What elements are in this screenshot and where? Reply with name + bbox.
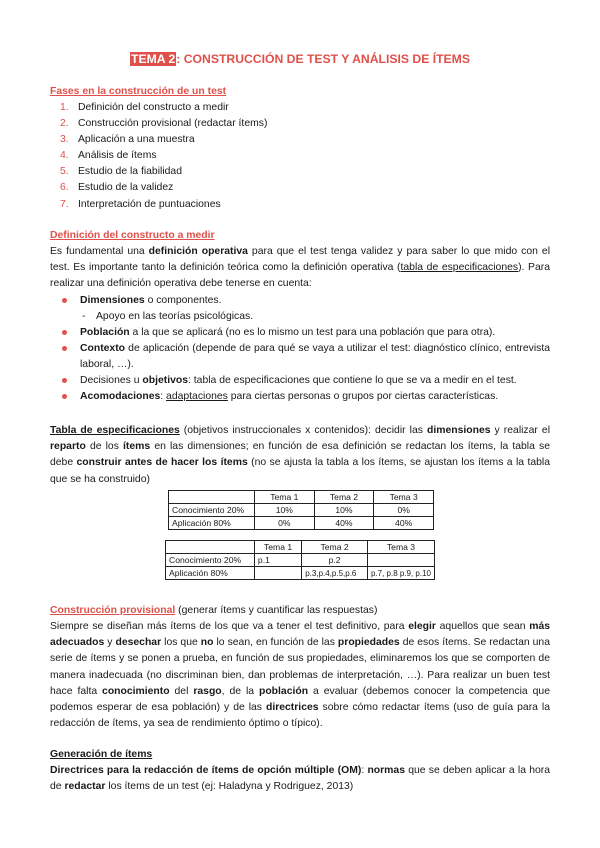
list-item xyxy=(60,389,550,405)
bold-run: más adecuados xyxy=(50,621,551,649)
list-number: 5. xyxy=(60,166,69,178)
bold-run: dimensiones xyxy=(426,425,491,436)
text-run: : xyxy=(160,391,167,403)
bullet-icon xyxy=(62,346,67,351)
list-text: Estudio de la fiabilidad xyxy=(78,166,182,178)
table-cell: Conocimiento 20% xyxy=(166,554,255,567)
definicion-bullets-cont xyxy=(60,325,550,405)
title-tag: TEMA 2 xyxy=(131,52,176,66)
bold-run: reparto xyxy=(50,441,86,453)
table-cell xyxy=(166,541,255,554)
title-text: : CONSTRUCCIÓN DE TEST Y ANÁLISIS DE ÍTEMS xyxy=(176,52,470,66)
list-item xyxy=(60,164,550,180)
text-run: (generar ítems y cuantificar las respuestas) xyxy=(175,605,378,616)
table-cell: Conocimiento 20% xyxy=(169,504,255,517)
table-cell: 10% xyxy=(314,504,374,517)
text-run: (objetivos instruccionales x contenidos): decidir las xyxy=(179,425,427,436)
bullet-icon xyxy=(62,330,67,335)
table-cell: Tema 2 xyxy=(302,541,368,554)
text-run: de los xyxy=(85,441,124,453)
bold-run: Dimensiones xyxy=(80,294,145,306)
table-cell: 40% xyxy=(374,517,434,530)
bold-run: Acomodaciones xyxy=(80,391,161,403)
construccion-heading-line xyxy=(50,603,550,619)
list-item xyxy=(60,197,550,213)
text-run: del xyxy=(169,685,194,697)
text-run: : xyxy=(361,765,368,776)
bold-run: directrices xyxy=(265,702,319,714)
definicion-bullets xyxy=(60,293,550,309)
bullet-icon xyxy=(62,394,67,399)
bold-run: construir antes de hacer los ítems xyxy=(76,457,248,469)
text-run: o componentes. xyxy=(144,294,222,306)
fases-section xyxy=(50,84,550,213)
bullet-icon xyxy=(62,378,67,383)
list-item xyxy=(60,100,550,116)
table-row xyxy=(169,504,434,517)
table-cell: Tema 3 xyxy=(374,491,434,504)
underline-run: adaptaciones xyxy=(166,391,228,403)
definicion-section xyxy=(50,228,550,405)
table-cell: 40% xyxy=(314,517,374,530)
text-run: a evaluar (debemos conocer la competencia que podemos esperar de esa población) y de las xyxy=(50,685,550,714)
table-cell: Aplicación 80% xyxy=(166,567,255,580)
list-number: 6. xyxy=(60,182,69,194)
bold-run: conocimiento xyxy=(102,685,170,697)
list-item xyxy=(60,325,550,341)
table-row xyxy=(166,567,435,580)
table-row xyxy=(169,517,434,530)
table-cell: 0% xyxy=(255,517,315,530)
table-row xyxy=(166,554,435,567)
construccion-section xyxy=(50,603,550,732)
tabla-paragraph xyxy=(50,423,550,488)
text-run: aquellos que sean xyxy=(435,621,530,632)
list-number: 1. xyxy=(60,102,69,113)
bold-run: elegir xyxy=(408,621,436,632)
text-run: : tabla de especificaciones que contiene lo que se va a medir en el test. xyxy=(188,374,517,386)
table-cell: Tema 2 xyxy=(314,491,374,504)
list-text: Construcción provisional (redactar ítems) xyxy=(78,118,268,130)
table-cell: p.2 xyxy=(302,554,368,567)
list-item xyxy=(60,293,550,309)
fases-heading: Fases en la construcción de un test xyxy=(50,86,227,97)
text-run: lo sean, en función de las xyxy=(213,637,338,649)
text-run: Apoyo en las teorías psicológicas. xyxy=(96,310,254,322)
generacion-paragraph xyxy=(50,763,550,795)
table-cell xyxy=(169,491,255,504)
text-run: Es fundamental una xyxy=(50,246,149,257)
generacion-heading: Generación de ítems xyxy=(50,749,153,760)
bullet-icon xyxy=(62,298,67,303)
bold-run: desechar xyxy=(115,637,162,649)
text-run: de esos ítems. Se redactan una serie de ítems y se ponen a prueba, en función de sus propiedades, eliminaremos los que se comporten de manera inadecuada (no discriminan bien, dan problemas de interpretación, …). Para realizar un buen test hace falta xyxy=(50,637,550,697)
bold-run: normas xyxy=(367,765,405,776)
specs-table-items xyxy=(165,540,435,580)
underline-run: tabla de especificaciones xyxy=(400,262,519,274)
bold-run: población xyxy=(258,685,309,697)
construccion-heading: Construcción provisional xyxy=(50,605,176,616)
definicion-heading: Definición del constructo a medir xyxy=(50,230,215,241)
table-cell: p.1 xyxy=(254,554,301,567)
text-run: , de la xyxy=(221,685,259,697)
list-text: Definición del constructo a medir xyxy=(78,102,229,113)
list-item xyxy=(60,341,550,373)
text-run: ). Para realizar una definición operativa debe tenerse en cuenta: xyxy=(50,262,550,290)
page-title xyxy=(50,51,550,67)
text-run: y realizar el xyxy=(490,425,551,436)
table-header-row xyxy=(169,491,434,504)
text-run: en las dimensiones; en función de esa definición se redactan los ítems, la tabla se debe xyxy=(50,441,550,469)
table-cell: p.7, p.8 p.9, p.10 xyxy=(367,567,434,580)
construccion-paragraph xyxy=(50,619,550,732)
dash-marker: - xyxy=(82,310,86,322)
sub-item xyxy=(50,309,550,325)
bold-run: Contexto xyxy=(80,342,126,354)
list-number: 7. xyxy=(60,198,69,210)
text-run: a la que se aplicará (no es lo mismo un test para una población que para otra). xyxy=(129,326,496,338)
table-cell: p.3,p.4,p.5,p.6 xyxy=(302,567,368,580)
list-text: Aplicación a una muestra xyxy=(78,134,195,146)
bold-run: Población xyxy=(80,326,130,338)
text-run: para ciertas personas o grupos por ciertas características. xyxy=(227,391,499,403)
bold-run: objetivos xyxy=(142,374,188,386)
definicion-paragraph xyxy=(50,244,550,293)
table-cell: Tema 3 xyxy=(367,541,434,554)
table-cell: Tema 1 xyxy=(254,541,301,554)
table-cell: Tema 1 xyxy=(255,491,315,504)
bold-run: definición operativa xyxy=(148,246,248,257)
fases-list xyxy=(60,100,550,213)
table-header-row xyxy=(166,541,435,554)
bold-run: no xyxy=(200,637,214,649)
list-number: 4. xyxy=(60,150,69,162)
text-run: los que xyxy=(161,637,201,649)
generacion-section xyxy=(50,747,550,795)
text-run: (no se ajusta la tabla a los ítems, se ajustan los ítems a la tabla que se ha construido) xyxy=(50,457,551,485)
list-number: 3. xyxy=(60,134,69,146)
list-item xyxy=(60,132,550,148)
table-cell xyxy=(254,567,301,580)
text-run: de aplicación (depende de para qué se vaya a utilizar el test: diagnóstico clínico, entrevista laboral, …). xyxy=(80,342,550,370)
table-cell: 0% xyxy=(374,504,434,517)
list-item xyxy=(60,148,550,164)
bold-run: Directrices para la redacción de ítems de opción múltiple (OM) xyxy=(50,765,362,776)
bold-run: ítems xyxy=(123,441,151,453)
list-text: Interpretación de puntuaciones xyxy=(78,198,221,210)
bold-run: propiedades xyxy=(337,637,400,649)
list-item xyxy=(60,116,550,132)
text-run: Decisiones u xyxy=(80,374,143,386)
list-item xyxy=(60,180,550,196)
list-text: Estudio de la validez xyxy=(78,182,174,194)
list-number: 2. xyxy=(60,118,69,130)
text-run: sobre cómo redactar ítems (uso de guía para la redacción de ítems, ya sea de rendimiento óptimo o típico). xyxy=(50,702,550,730)
table-cell: 10% xyxy=(255,504,315,517)
table-cell xyxy=(367,554,434,567)
underline-run: Tabla de especificaciones xyxy=(50,425,180,436)
text-run: y xyxy=(104,637,116,649)
text-run: Siempre se diseñan más ítems de los que va a tener el test definitivo, para xyxy=(50,621,409,632)
list-text: Análisis de ítems xyxy=(78,150,157,162)
list-item xyxy=(60,373,550,389)
table-cell: Aplicación 80% xyxy=(169,517,255,530)
bold-run: rasgo xyxy=(193,685,222,697)
specs-table-percent xyxy=(168,490,434,530)
text-run: que se deben aplicar a la hora de xyxy=(50,765,550,793)
bold-run: redactar xyxy=(64,781,106,793)
text-run: los ítems de un test (ej: Haladyna y Rodriguez, 2013) xyxy=(105,781,354,793)
text-run: para que el test tenga validez y para saber lo que mido con el test. Es importante tanto la definición teórica como la definición operativa ( xyxy=(50,246,551,274)
